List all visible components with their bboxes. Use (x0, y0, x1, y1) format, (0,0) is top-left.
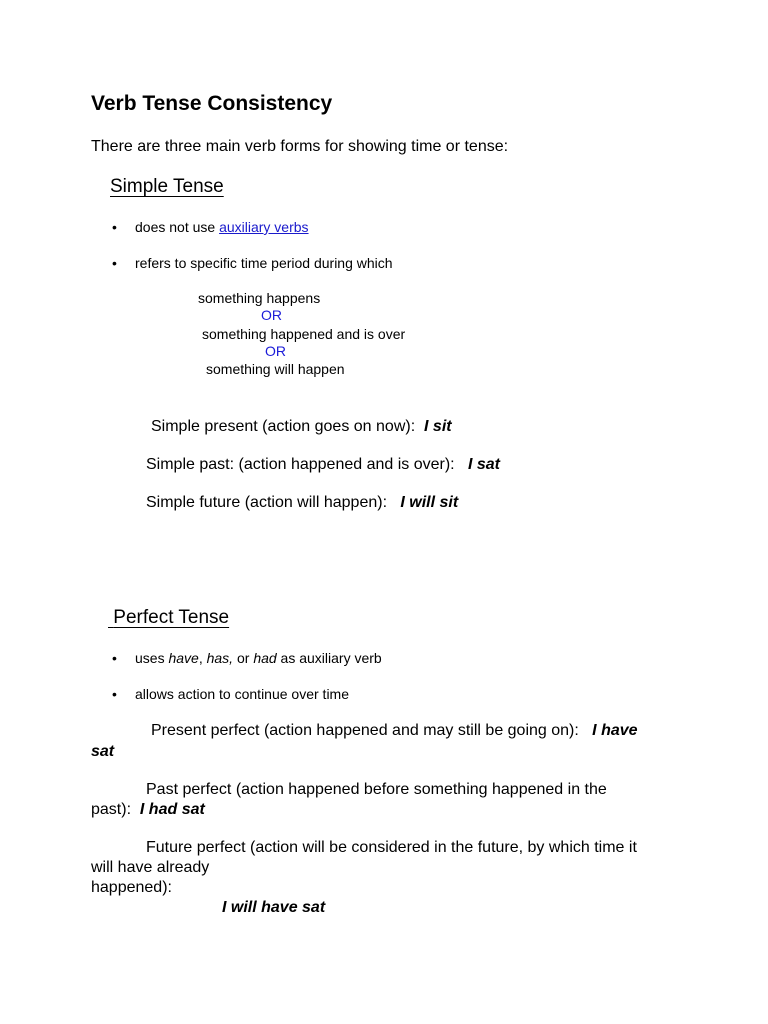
past-perfect-text-2: past): (91, 801, 132, 818)
word-has: has, (206, 650, 234, 666)
simple-bullet-2-text: refers to specific time period during which (135, 255, 393, 271)
or-1: OR (261, 307, 282, 323)
bullet-dot: • (112, 686, 117, 702)
page-title: Verb Tense Consistency (91, 92, 333, 115)
word-or: or (233, 650, 254, 666)
perfect-bullet-2 (112, 686, 349, 702)
simple-tense-heading: Simple Tense (110, 176, 224, 197)
simple-bullet-1 (112, 219, 309, 235)
future-perfect-text-2: will have already (91, 859, 210, 876)
simple-future-text: Simple future (action will happen): (146, 494, 388, 511)
or-2: OR (265, 343, 286, 359)
auxiliary-verbs-link[interactable]: auxiliary verbs (219, 219, 309, 235)
perfect-bullet-1-uses: uses (135, 650, 169, 666)
simple-present-text: Simple present (action goes on now): (151, 418, 416, 435)
past-perfect-line-2 (91, 801, 205, 819)
simple-past (146, 456, 500, 474)
past-perfect-text-1: Past perfect (action happened before something happened in the (146, 781, 607, 798)
perfect-bullet-1 (112, 650, 382, 666)
bullet-dot: • (112, 650, 117, 666)
word-have: have (168, 650, 199, 666)
simple-future (146, 494, 458, 512)
comma: , (198, 650, 207, 666)
future-perfect-text-1: Future perfect (action will be considered in the future, by which time it (146, 839, 637, 856)
simple-past-example: I sat (467, 456, 500, 473)
past-perfect-example: I had sat (139, 801, 205, 818)
intro-text: There are three main verb forms for showing time or tense: (91, 138, 509, 155)
perfect-bullet-1-rest: as auxiliary verb (276, 650, 382, 666)
present-perfect-example-1: I have (592, 722, 638, 739)
time-line-1: something happens (198, 290, 321, 306)
future-perfect-text-3: happened): (91, 879, 172, 896)
present-perfect (151, 722, 638, 740)
simple-future-example: I will sit (400, 494, 459, 511)
simple-bullet-1-text: does not use (135, 219, 220, 235)
bullet-dot: • (112, 255, 117, 271)
present-perfect-text: Present perfect (action happened and may still be going on): (151, 722, 579, 739)
simple-present-example: I sit (424, 418, 452, 435)
present-perfect-example-2: sat (91, 743, 115, 760)
simple-past-text: Simple past: (action happened and is over): (146, 456, 455, 473)
time-line-2: something happened and is over (202, 326, 406, 342)
simple-present (151, 418, 452, 436)
time-line-3: something will happen (206, 361, 345, 377)
bullet-dot: • (112, 219, 117, 235)
future-perfect-example: I will have sat (222, 899, 326, 916)
perfect-bullet-2-text: allows action to continue over time (135, 686, 349, 702)
simple-bullet-2 (112, 255, 393, 271)
perfect-tense-heading: Perfect Tense (113, 607, 230, 628)
word-had: had (253, 650, 277, 666)
